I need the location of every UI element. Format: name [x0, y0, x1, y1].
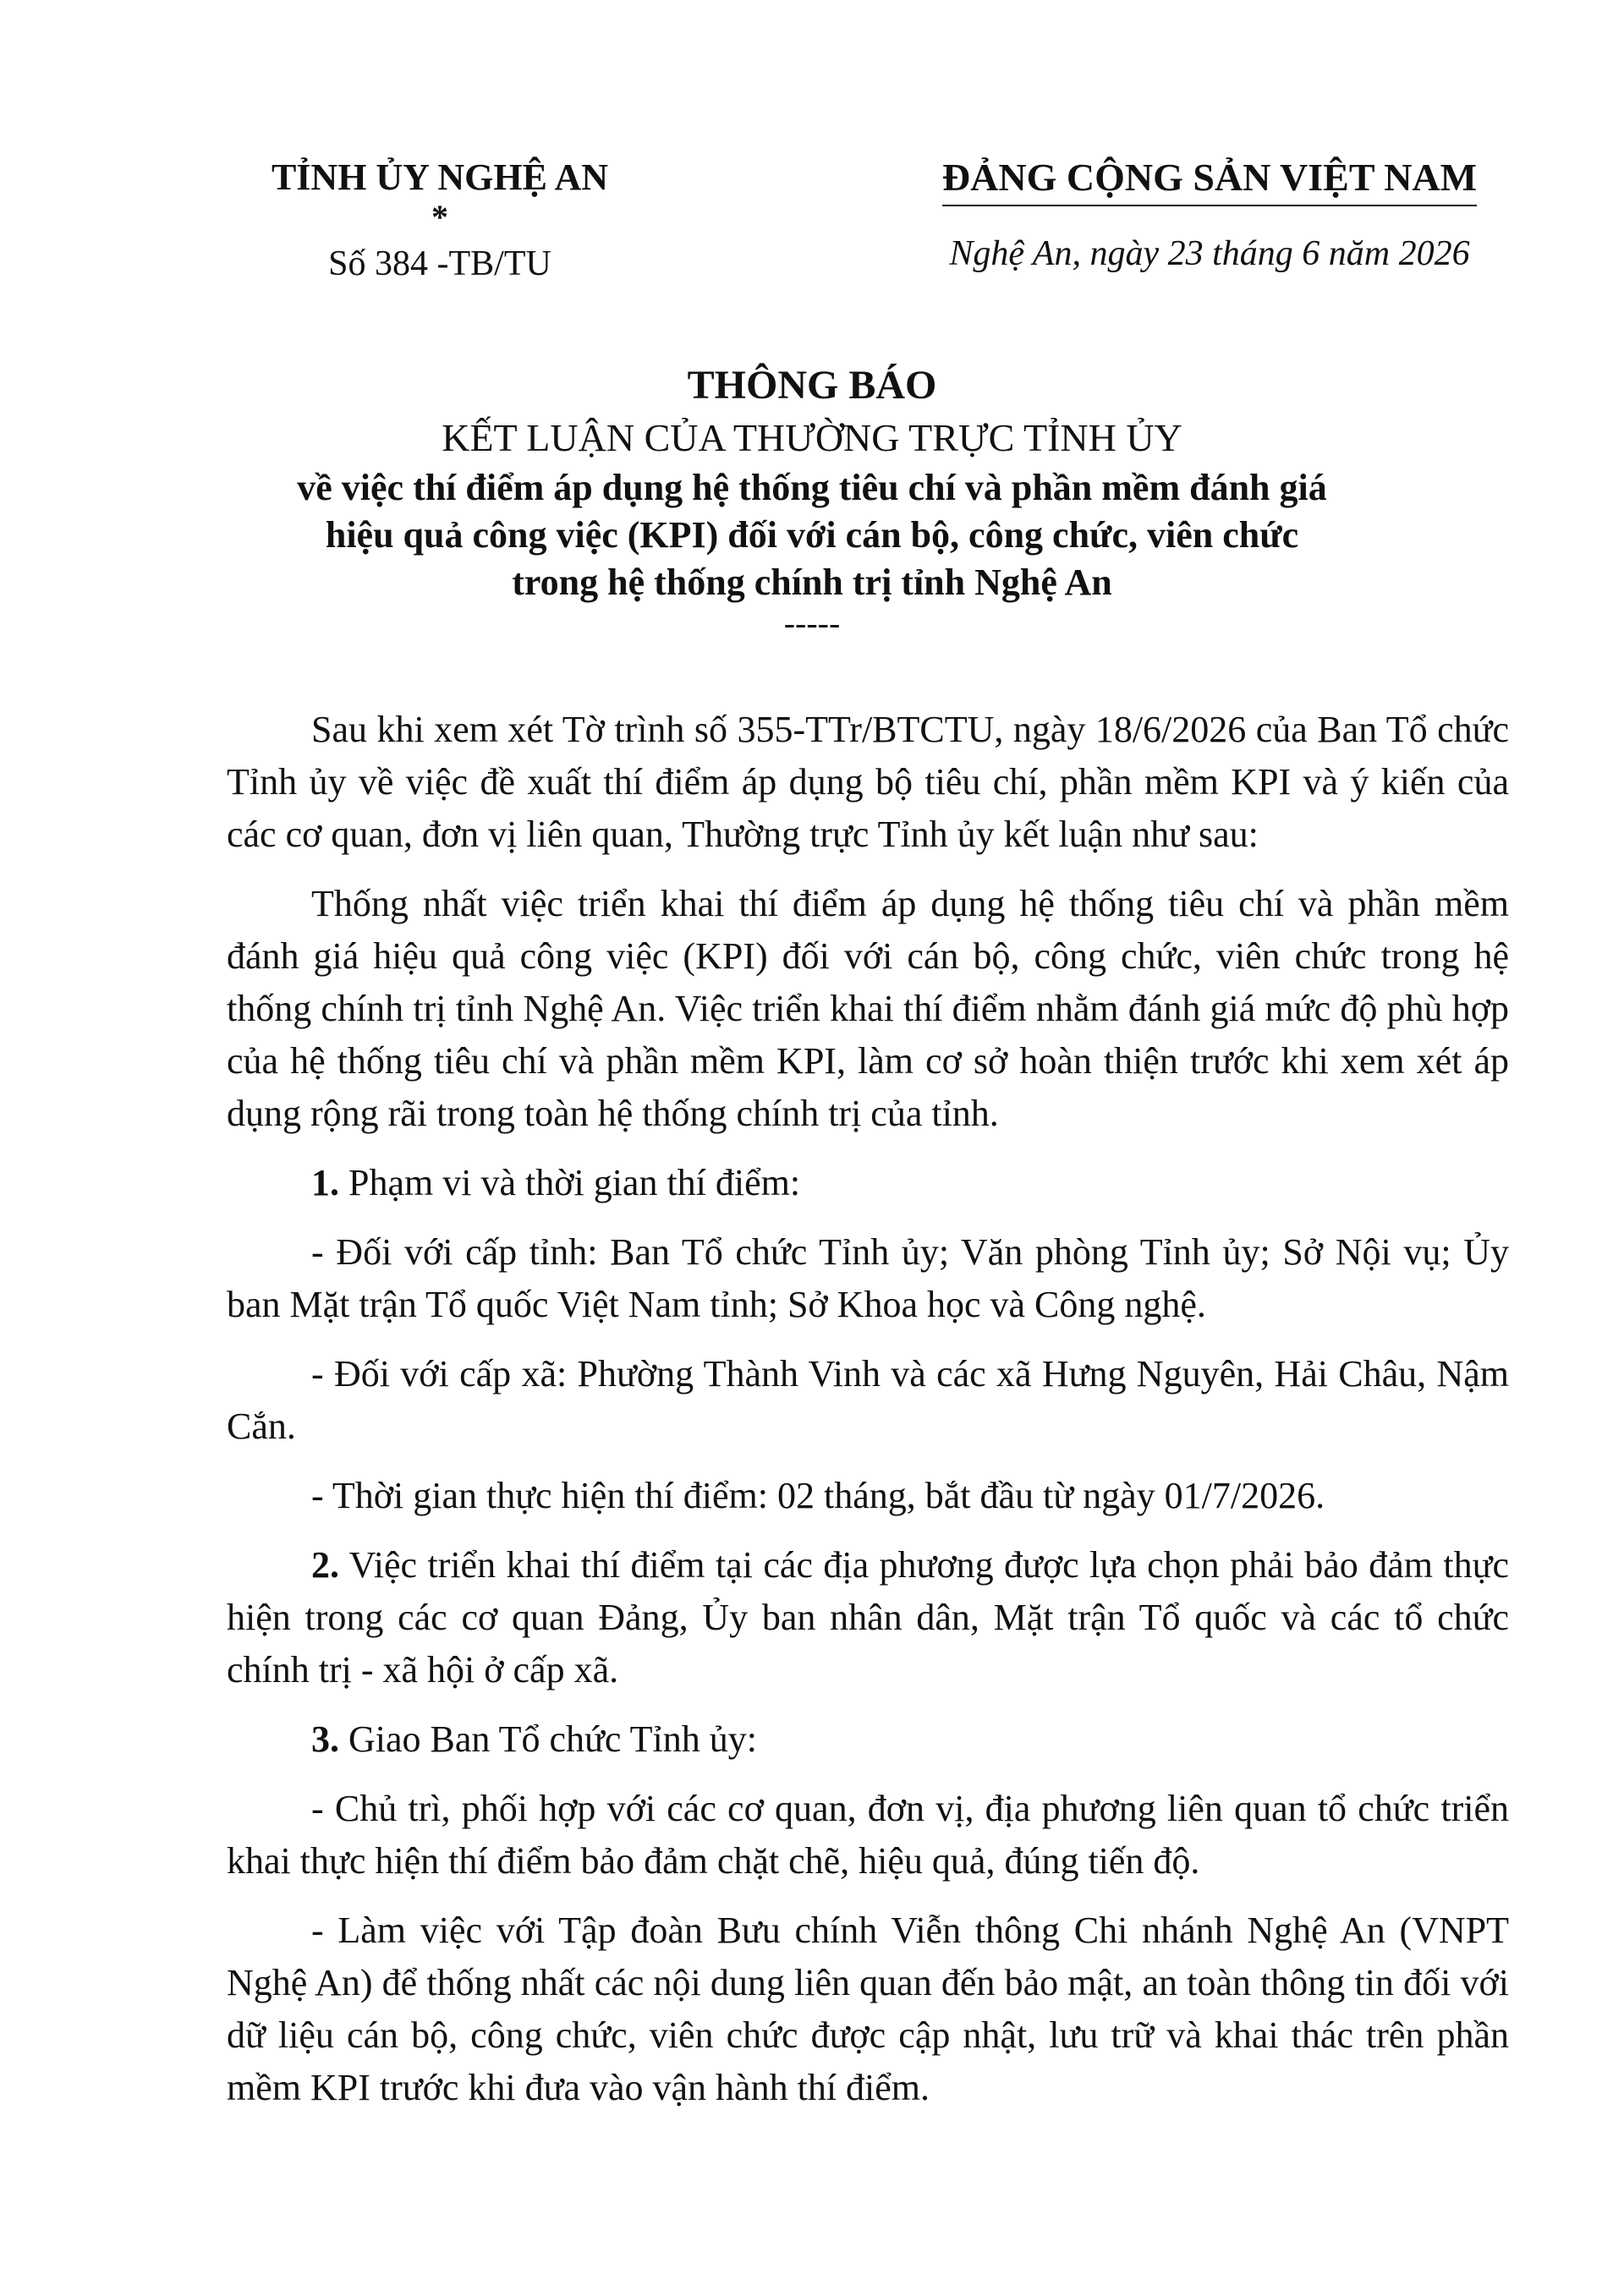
section-2-number: 2.	[311, 1544, 339, 1586]
title-separator: -----	[783, 604, 841, 642]
section-3-number: 3.	[311, 1718, 339, 1760]
title-type: THÔNG BÁO	[687, 363, 937, 408]
paragraph-conclusion: Thống nhất việc triển khai thí điểm áp dụng hệ thống tiêu chí và phần mềm đánh giá hiệu quả công việc (KPI) đối với cán bộ, công chức, viên chức trong hệ thống chính trị tỉnh Nghệ An. Việc triển khai thí điểm nhằm đánh giá mức độ phù hợp của hệ thống tiêu chí và phần mềm KPI, làm cơ sở hoàn thiện trước khi xem xét áp dụng rộng rãi trong toàn hệ thống chính trị của tỉnh.	[227, 883, 1509, 1134]
party-name: ĐẢNG CỘNG SẢN VIỆT NAM	[942, 152, 1477, 206]
title-subject-line-2: hiệu quả công việc (KPI) đối với cán bộ, công chức, viên chức	[325, 514, 1299, 556]
issuing-organization: TỈNH ỦY NGHỆ AN	[271, 156, 609, 198]
party-block	[880, 152, 1539, 279]
section-1-item-time: - Thời gian thực hiện thí điểm: 02 tháng, bắt đầu từ ngày 01/7/2026.	[311, 1475, 1325, 1516]
star-mark: *	[431, 198, 448, 236]
document-title	[135, 359, 1489, 640]
section-3-heading	[227, 1713, 1509, 1766]
section-1-title: Phạm vi và thời gian thí điểm:	[339, 1162, 801, 1203]
section-2-text: Việc triển khai thí điểm tại các địa phương được lựa chọn phải bảo đảm thực hiện trong các cơ quan Đảng, Ủy ban nhân dân, Mặt trận Tổ quốc và các tổ chức chính trị - xã hội ở cấp xã.	[227, 1544, 1509, 1690]
title-subject-line-1: về việc thí điểm áp dụng hệ thống tiêu chí và phần mềm đánh giá	[297, 467, 1327, 508]
title-subject-line-3: trong hệ thống chính trị tỉnh Nghệ An	[512, 562, 1112, 603]
section-2	[227, 1539, 1509, 1696]
issuer-block	[211, 152, 668, 289]
section-3-title: Giao Ban Tổ chức Tỉnh ủy:	[339, 1718, 757, 1760]
section-1-item-commune: - Đối với cấp xã: Phường Thành Vinh và các xã Hưng Nguyên, Hải Châu, Nậm Cắn.	[227, 1353, 1509, 1447]
document-body	[227, 704, 1509, 2131]
title-main: KẾT LUẬN CỦA THƯỜNG TRỰC TỈNH ỦY	[442, 416, 1182, 459]
paragraph-intro: Sau khi xem xét Tờ trình số 355-TTr/BTCTU, ngày 18/6/2026 của Ban Tổ chức Tỉnh ủy về việc đề xuất thí điểm áp dụng bộ tiêu chí, phần mềm KPI và ý kiến của các cơ quan, đơn vị liên quan, Thường trực Tỉnh ủy kết luận như sau:	[227, 709, 1509, 855]
section-1-number: 1.	[311, 1162, 339, 1203]
section-1-item-province: - Đối với cấp tỉnh: Ban Tổ chức Tỉnh ủy; Văn phòng Tỉnh ủy; Sở Nội vụ; Ủy ban Mặt trận Tổ quốc Việt Nam tỉnh; Sở Khoa học và Công nghệ.	[227, 1231, 1509, 1325]
section-3-item-lead: - Chủ trì, phối hợp với các cơ quan, đơn vị, địa phương liên quan tổ chức triển khai thực hiện thí điểm bảo đảm chặt chẽ, hiệu quả, đúng tiến độ.	[227, 1788, 1509, 1882]
place-and-date: Nghệ An, ngày 23 tháng 6 năm 2026	[949, 234, 1470, 273]
document-number: Số 384 -TB/TU	[328, 244, 551, 283]
section-3-item-vnpt: - Làm việc với Tập đoàn Bưu chính Viễn thông Chi nhánh Nghệ An (VNPT Nghệ An) để thống nhất các nội dung liên quan đến bảo mật, an toàn thông tin đối với dữ liệu cán bộ, công chức, viên chức được cập nhật, lưu trữ và khai thác trên phần mềm KPI trước khi đưa vào vận hành thí điểm.	[227, 1910, 1509, 2108]
section-1-heading	[227, 1157, 1509, 1209]
